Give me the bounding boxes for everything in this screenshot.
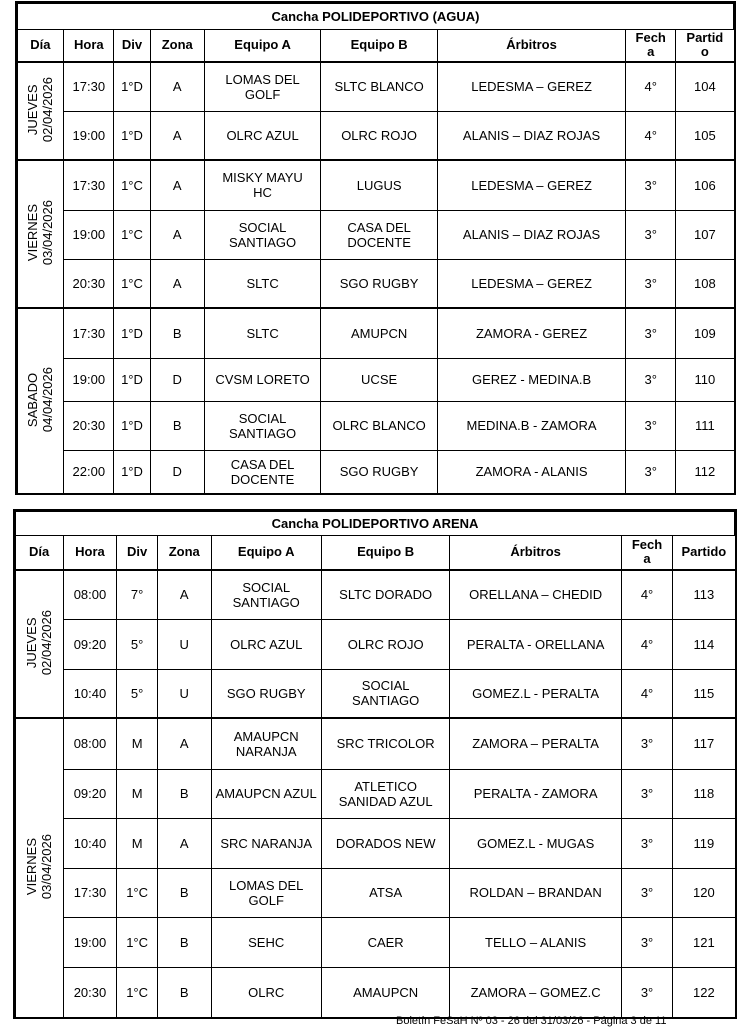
day-label: VIERNES 03/04/2026 bbox=[24, 833, 55, 899]
header-partido: Partid o bbox=[676, 29, 734, 62]
header-fecha: Fech a bbox=[626, 29, 676, 62]
cell-zona: A bbox=[150, 160, 204, 210]
cell-equipo-a: OLRC bbox=[211, 967, 321, 1017]
cell-arbitros: ALANIS – DIAZ ROJAS bbox=[437, 111, 625, 160]
header-zona: Zona bbox=[157, 535, 211, 570]
cell-zona: D bbox=[150, 358, 204, 401]
cell-div: 1°C bbox=[114, 160, 150, 210]
cell-hora: 08:00 bbox=[63, 570, 117, 619]
cell-arbitros: ORELLANA – CHEDID bbox=[450, 570, 621, 619]
cell-div: M bbox=[117, 718, 158, 769]
cell-zona: A bbox=[157, 718, 211, 769]
cell-zona: B bbox=[150, 308, 204, 358]
cell-fecha: 3° bbox=[621, 769, 672, 818]
cell-fecha: 3° bbox=[626, 210, 676, 259]
cell-div: 5° bbox=[117, 669, 158, 718]
cell-zona: B bbox=[157, 769, 211, 818]
schedule-table bbox=[14, 510, 736, 1018]
cell-zona: A bbox=[157, 570, 211, 619]
cell-equipo-b: CASA DEL DOCENTE bbox=[321, 210, 438, 259]
header-hora: Hora bbox=[64, 29, 114, 62]
cell-hora: 22:00 bbox=[64, 450, 114, 493]
cell-partido: 115 bbox=[673, 669, 735, 718]
table-row bbox=[17, 450, 734, 493]
table-row bbox=[17, 62, 734, 111]
cell-zona: B bbox=[157, 967, 211, 1017]
header-equipo-a: Equipo A bbox=[204, 29, 321, 62]
cell-div: 1°C bbox=[117, 917, 158, 967]
cell-zona: A bbox=[150, 62, 204, 111]
cell-fecha: 3° bbox=[626, 160, 676, 210]
cell-equipo-b: CAER bbox=[321, 917, 450, 967]
cell-hora: 17:30 bbox=[63, 868, 117, 917]
cell-fecha: 3° bbox=[621, 718, 672, 769]
cell-hora: 20:30 bbox=[64, 401, 114, 450]
cell-equipo-b: OLRC ROJO bbox=[321, 111, 438, 160]
cell-div: 1°D bbox=[114, 450, 150, 493]
cell-arbitros: ZAMORA - ALANIS bbox=[437, 450, 625, 493]
cell-equipo-b: ATLETICO SANIDAD AZUL bbox=[321, 769, 450, 818]
cell-hora: 20:30 bbox=[63, 967, 117, 1017]
table-row bbox=[15, 619, 735, 669]
header-equipo-b: Equipo B bbox=[321, 535, 450, 570]
cell-arbitros: ZAMORA – GOMEZ.C bbox=[450, 967, 621, 1017]
cell-div: 7° bbox=[117, 570, 158, 619]
table-row bbox=[17, 160, 734, 210]
cell-equipo-b: LUGUS bbox=[321, 160, 438, 210]
table-row bbox=[15, 570, 735, 619]
cell-equipo-a: SLTC bbox=[204, 259, 321, 308]
cell-partido: 122 bbox=[673, 967, 735, 1017]
cell-equipo-a: AMAUPCN AZUL bbox=[211, 769, 321, 818]
table-row bbox=[15, 718, 735, 769]
cell-equipo-a: LOMAS DEL GOLF bbox=[204, 62, 321, 111]
cell-arbitros: ROLDAN – BRANDAN bbox=[450, 868, 621, 917]
cell-div: 5° bbox=[117, 619, 158, 669]
cell-hora: 09:20 bbox=[63, 619, 117, 669]
cell-partido: 108 bbox=[676, 259, 734, 308]
cell-fecha: 3° bbox=[621, 818, 672, 868]
cell-hora: 19:00 bbox=[63, 917, 117, 967]
cell-zona: A bbox=[150, 210, 204, 259]
cell-equipo-a: LOMAS DEL GOLF bbox=[211, 868, 321, 917]
header-div: Div bbox=[114, 29, 150, 62]
cell-zona: A bbox=[150, 259, 204, 308]
cell-partido: 118 bbox=[673, 769, 735, 818]
table-row bbox=[17, 111, 734, 160]
cell-arbitros: PERALTA - ZAMORA bbox=[450, 769, 621, 818]
cell-div: 1°C bbox=[117, 967, 158, 1017]
cell-fecha: 4° bbox=[621, 619, 672, 669]
cell-hora: 17:30 bbox=[64, 160, 114, 210]
cell-equipo-a: SRC NARANJA bbox=[211, 818, 321, 868]
cell-div: 1°D bbox=[114, 111, 150, 160]
day-label: JUEVES 02/04/2026 bbox=[25, 76, 56, 143]
cell-fecha: 4° bbox=[626, 111, 676, 160]
cell-fecha: 3° bbox=[626, 401, 676, 450]
cell-arbitros: LEDESMA – GEREZ bbox=[437, 160, 625, 210]
cell-equipo-a: SGO RUGBY bbox=[211, 669, 321, 718]
day-cell bbox=[17, 62, 64, 160]
cell-arbitros: LEDESMA – GEREZ bbox=[437, 62, 625, 111]
header-equipo-b: Equipo B bbox=[321, 29, 438, 62]
cell-partido: 120 bbox=[673, 868, 735, 917]
header-dia: Día bbox=[15, 535, 63, 570]
cell-div: 1°D bbox=[114, 62, 150, 111]
cell-zona: A bbox=[150, 111, 204, 160]
cell-zona: A bbox=[157, 818, 211, 868]
table-row bbox=[15, 917, 735, 967]
day-cell bbox=[15, 718, 63, 1017]
cell-arbitros: TELLO – ALANIS bbox=[450, 917, 621, 967]
table-row bbox=[15, 769, 735, 818]
day-cell bbox=[17, 308, 64, 493]
header-zona: Zona bbox=[150, 29, 204, 62]
header-arbitros: Árbitros bbox=[437, 29, 625, 62]
cell-fecha: 3° bbox=[621, 917, 672, 967]
cell-zona: U bbox=[157, 619, 211, 669]
cell-hora: 20:30 bbox=[64, 259, 114, 308]
cell-arbitros: ALANIS – DIAZ ROJAS bbox=[437, 210, 625, 259]
cell-equipo-b: SLTC DORADO bbox=[321, 570, 450, 619]
cell-div: 1°C bbox=[114, 210, 150, 259]
table-title bbox=[17, 3, 734, 29]
cell-hora: 17:30 bbox=[64, 308, 114, 358]
table-row bbox=[15, 669, 735, 718]
cell-equipo-b: AMAUPCN bbox=[321, 967, 450, 1017]
cell-arbitros: GOMEZ.L - MUGAS bbox=[450, 818, 621, 868]
cell-arbitros: MEDINA.B - ZAMORA bbox=[437, 401, 625, 450]
table-row bbox=[15, 818, 735, 868]
cell-hora: 19:00 bbox=[64, 210, 114, 259]
cell-arbitros: ZAMORA - GEREZ bbox=[437, 308, 625, 358]
cell-equipo-a: MISKY MAYU HC bbox=[204, 160, 321, 210]
title-prefix: Cancha bbox=[271, 8, 323, 24]
cell-partido: 105 bbox=[676, 111, 734, 160]
schedule-table bbox=[16, 2, 735, 494]
day-label: SABADO 04/04/2026 bbox=[25, 366, 56, 432]
cell-equipo-b: SLTC BLANCO bbox=[321, 62, 438, 111]
cell-fecha: 3° bbox=[626, 450, 676, 493]
cell-fecha: 3° bbox=[621, 967, 672, 1017]
header-partido: Partido bbox=[673, 535, 735, 570]
cell-fecha: 3° bbox=[626, 308, 676, 358]
header-equipo-a: Equipo A bbox=[211, 535, 321, 570]
footer-text: Boletín FeSaH Nº 03 - 26 del 31/03/26 - Página 3 de 11 bbox=[396, 1015, 667, 1027]
header-hora: Hora bbox=[63, 535, 117, 570]
title-prefix: Cancha bbox=[271, 515, 323, 531]
day-cell bbox=[17, 160, 64, 308]
cell-div: 1°D bbox=[114, 358, 150, 401]
table-row bbox=[15, 967, 735, 1017]
cell-equipo-a: SOCIAL SANTIAGO bbox=[211, 570, 321, 619]
cell-equipo-a: OLRC AZUL bbox=[211, 619, 321, 669]
day-cell bbox=[15, 570, 63, 718]
cell-equipo-b: SGO RUGBY bbox=[321, 259, 438, 308]
cell-hora: 19:00 bbox=[64, 111, 114, 160]
cell-equipo-b: DORADOS NEW bbox=[321, 818, 450, 868]
cell-fecha: 3° bbox=[621, 868, 672, 917]
cell-equipo-b: SOCIAL SANTIAGO bbox=[321, 669, 450, 718]
cell-equipo-a: SOCIAL SANTIAGO bbox=[204, 210, 321, 259]
cell-zona: B bbox=[157, 868, 211, 917]
title-name: POLIDEPORTIVO ARENA bbox=[322, 515, 479, 531]
cell-fecha: 4° bbox=[621, 669, 672, 718]
table-row bbox=[17, 259, 734, 308]
day-label: VIERNES 03/04/2026 bbox=[25, 199, 56, 266]
header-fecha: Fech a bbox=[621, 535, 672, 570]
cell-zona: D bbox=[150, 450, 204, 493]
cell-div: M bbox=[117, 769, 158, 818]
cell-equipo-b: AMUPCN bbox=[321, 308, 438, 358]
cell-fecha: 3° bbox=[626, 358, 676, 401]
header-dia: Día bbox=[17, 29, 64, 62]
cell-fecha: 4° bbox=[626, 62, 676, 111]
table-row bbox=[15, 868, 735, 917]
cell-equipo-b: ATSA bbox=[321, 868, 450, 917]
cell-equipo-a: SEHC bbox=[211, 917, 321, 967]
cell-partido: 109 bbox=[676, 308, 734, 358]
table-title bbox=[15, 511, 735, 535]
cell-equipo-b: UCSE bbox=[321, 358, 438, 401]
cell-arbitros: LEDESMA – GEREZ bbox=[437, 259, 625, 308]
cell-zona: B bbox=[150, 401, 204, 450]
cell-equipo-a: AMAUPCN NARANJA bbox=[211, 718, 321, 769]
cell-partido: 117 bbox=[673, 718, 735, 769]
cell-hora: 17:30 bbox=[64, 62, 114, 111]
cell-arbitros: GEREZ - MEDINA.B bbox=[437, 358, 625, 401]
cell-fecha: 4° bbox=[621, 570, 672, 619]
cell-div: M bbox=[117, 818, 158, 868]
cell-fecha: 3° bbox=[626, 259, 676, 308]
cell-equipo-b: SGO RUGBY bbox=[321, 450, 438, 493]
cell-partido: 106 bbox=[676, 160, 734, 210]
cell-equipo-b: SRC TRICOLOR bbox=[321, 718, 450, 769]
cell-hora: 08:00 bbox=[63, 718, 117, 769]
day-label: JUEVES 02/04/2026 bbox=[24, 609, 55, 676]
cell-partido: 110 bbox=[676, 358, 734, 401]
cell-equipo-a: SLTC bbox=[204, 308, 321, 358]
cell-equipo-b: OLRC ROJO bbox=[321, 619, 450, 669]
table-row bbox=[17, 401, 734, 450]
cell-partido: 114 bbox=[673, 619, 735, 669]
cell-partido: 121 bbox=[673, 917, 735, 967]
cell-hora: 10:40 bbox=[63, 669, 117, 718]
cell-equipo-a: CASA DEL DOCENTE bbox=[204, 450, 321, 493]
cell-equipo-b: OLRC BLANCO bbox=[321, 401, 438, 450]
cell-equipo-a: OLRC AZUL bbox=[204, 111, 321, 160]
table-row bbox=[17, 308, 734, 358]
header-arbitros: Árbitros bbox=[450, 535, 621, 570]
cell-partido: 107 bbox=[676, 210, 734, 259]
cell-partido: 113 bbox=[673, 570, 735, 619]
cell-zona: U bbox=[157, 669, 211, 718]
cell-arbitros: PERALTA - ORELLANA bbox=[450, 619, 621, 669]
cell-hora: 10:40 bbox=[63, 818, 117, 868]
cell-hora: 19:00 bbox=[64, 358, 114, 401]
cell-div: 1°D bbox=[114, 401, 150, 450]
cell-equipo-a: SOCIAL SANTIAGO bbox=[204, 401, 321, 450]
title-name: POLIDEPORTIVO (AGUA) bbox=[322, 8, 480, 24]
cell-arbitros: ZAMORA – PERALTA bbox=[450, 718, 621, 769]
cell-div: 1°C bbox=[117, 868, 158, 917]
cell-div: 1°D bbox=[114, 308, 150, 358]
cell-partido: 119 bbox=[673, 818, 735, 868]
header-div: Div bbox=[117, 535, 158, 570]
cell-partido: 112 bbox=[676, 450, 734, 493]
cell-partido: 104 bbox=[676, 62, 734, 111]
table-row bbox=[17, 358, 734, 401]
cell-equipo-a: CVSM LORETO bbox=[204, 358, 321, 401]
cell-zona: B bbox=[157, 917, 211, 967]
table-row bbox=[17, 210, 734, 259]
cell-partido: 111 bbox=[676, 401, 734, 450]
cell-arbitros: GOMEZ.L - PERALTA bbox=[450, 669, 621, 718]
cell-div: 1°C bbox=[114, 259, 150, 308]
cell-hora: 09:20 bbox=[63, 769, 117, 818]
